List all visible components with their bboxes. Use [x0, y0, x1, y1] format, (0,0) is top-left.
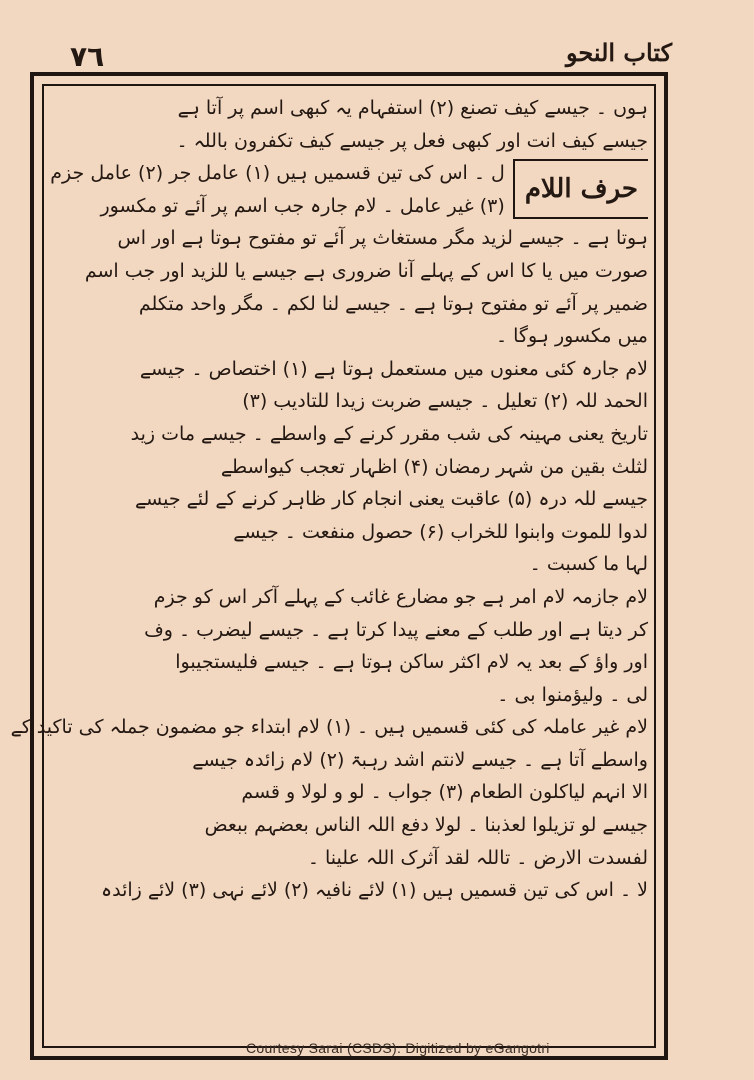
text-line: میں مکسور ہوگا ۔ [495, 325, 648, 348]
text-line: لدوا للموت وابنوا للخراب (۶) حصول منفعت ۔ جیسے [233, 520, 648, 543]
text-line: لفسدت الارض ۔ تاللہ لقد آثرک اللہ علینا ۔ [307, 846, 648, 869]
text-line: (۳) غیر عامل ۔ لام جارہ جب اسم پر آئے تو مکسور [100, 194, 505, 217]
text-line: لی ۔ ولیؤمنوا بی ۔ [497, 683, 648, 706]
text-line: صورت میں یا کا اس کے پہلے آنا ضروری ہے جیسے یا للزید اور جب اسم [84, 259, 648, 282]
text-line: الحمد للہ (۲) تعلیل ۔ جیسے ضربت زیدا للتادیب (۳) [242, 390, 648, 413]
text-line: لثلث بقین من شہر رمضان (۴) اظہار تعجب کیواسطے [220, 455, 648, 478]
page-text [10, 92, 648, 1032]
text-line: ضمیر پر آئے تو مفتوح ہوتا ہے ۔ جیسے لنا لکم ۔ مگر واحد متکلم [138, 292, 648, 315]
text-line: جیسے للہ درہ (۵) عاقبت یعنی انجام کار ظاہر کرنے کے لئے جیسے [135, 488, 648, 511]
section-heading-harf-al-lam: حرف اللام [513, 159, 648, 219]
page-number: ٧٦ [70, 40, 105, 73]
text-line: لام جارہ کئی معنوں میں مستعمل ہوتا ہے (۱) اختصاص ۔ جیسے [139, 357, 648, 380]
text-line: جیسے لو تزیلوا لعذبنا ۔ لولا دفع اللہ الناس بعضہم ببعض [204, 814, 648, 837]
text-line: کر دیتا ہے اور طلب کے معنے پیدا کرتا ہے ۔ جیسے لیضرب ۔ وف [144, 618, 648, 641]
text-line: ہوتا ہے ۔ جیسے لزید مگر مستغاث پر آئے تو مفتوح ہوتا ہے اور اس [117, 227, 648, 250]
text-line: اور واؤ کے بعد یہ لام اکثر ساکن ہوتا ہے ۔ جیسے فلیستجیبوا [175, 651, 648, 674]
text-line: لہا ما کسبت ۔ [529, 553, 648, 576]
book-title: کتاب النحو [565, 38, 672, 67]
text-line: لا ۔ اس کی تین قسمیں ہیں (۱) لائے نافیہ (۲) لائے نہی (۳) لائے زائدہ [100, 879, 648, 902]
text-line: لام جازمہ لام امر ہے جو مضارع غائب کے پہلے آکر اس کو جزم [153, 585, 648, 608]
text-line: ہوں ۔ جیسے کیف تصنع (۲) استفہام یہ کبھی اسم پر آتا ہے [177, 97, 648, 119]
digitization-credit: Courtesy Sarai (CSDS). Digitized by eGangotri [246, 1040, 550, 1056]
text-line: لام غیر عاملہ کی کئی قسمیں ہیں ۔ (۱) لام ابتداء جو مضمون جملہ کی تاکید کے [10, 716, 648, 739]
text-line: ل ۔ اس کی تین قسمیں ہیں (۱) عامل جر (۲) عامل جزم [50, 162, 505, 185]
text-line: جیسے کیف انت اور کبھی فعل پر جیسے کیف تکفرون باللہ ۔ [176, 129, 648, 152]
text-line: الا انہم لیاکلون الطعام (۳) جواب ۔ لو و لولا و قسم [241, 781, 648, 804]
text-line: واسطے آتا ہے ۔ جیسے لانتم اشد رہبۃ (۲) لام زائدہ جیسے [192, 748, 648, 771]
text-line: تاریخ یعنی مہینہ کی شب مقرر کرنے کے واسطے ۔ جیسے مات زید [130, 422, 648, 445]
